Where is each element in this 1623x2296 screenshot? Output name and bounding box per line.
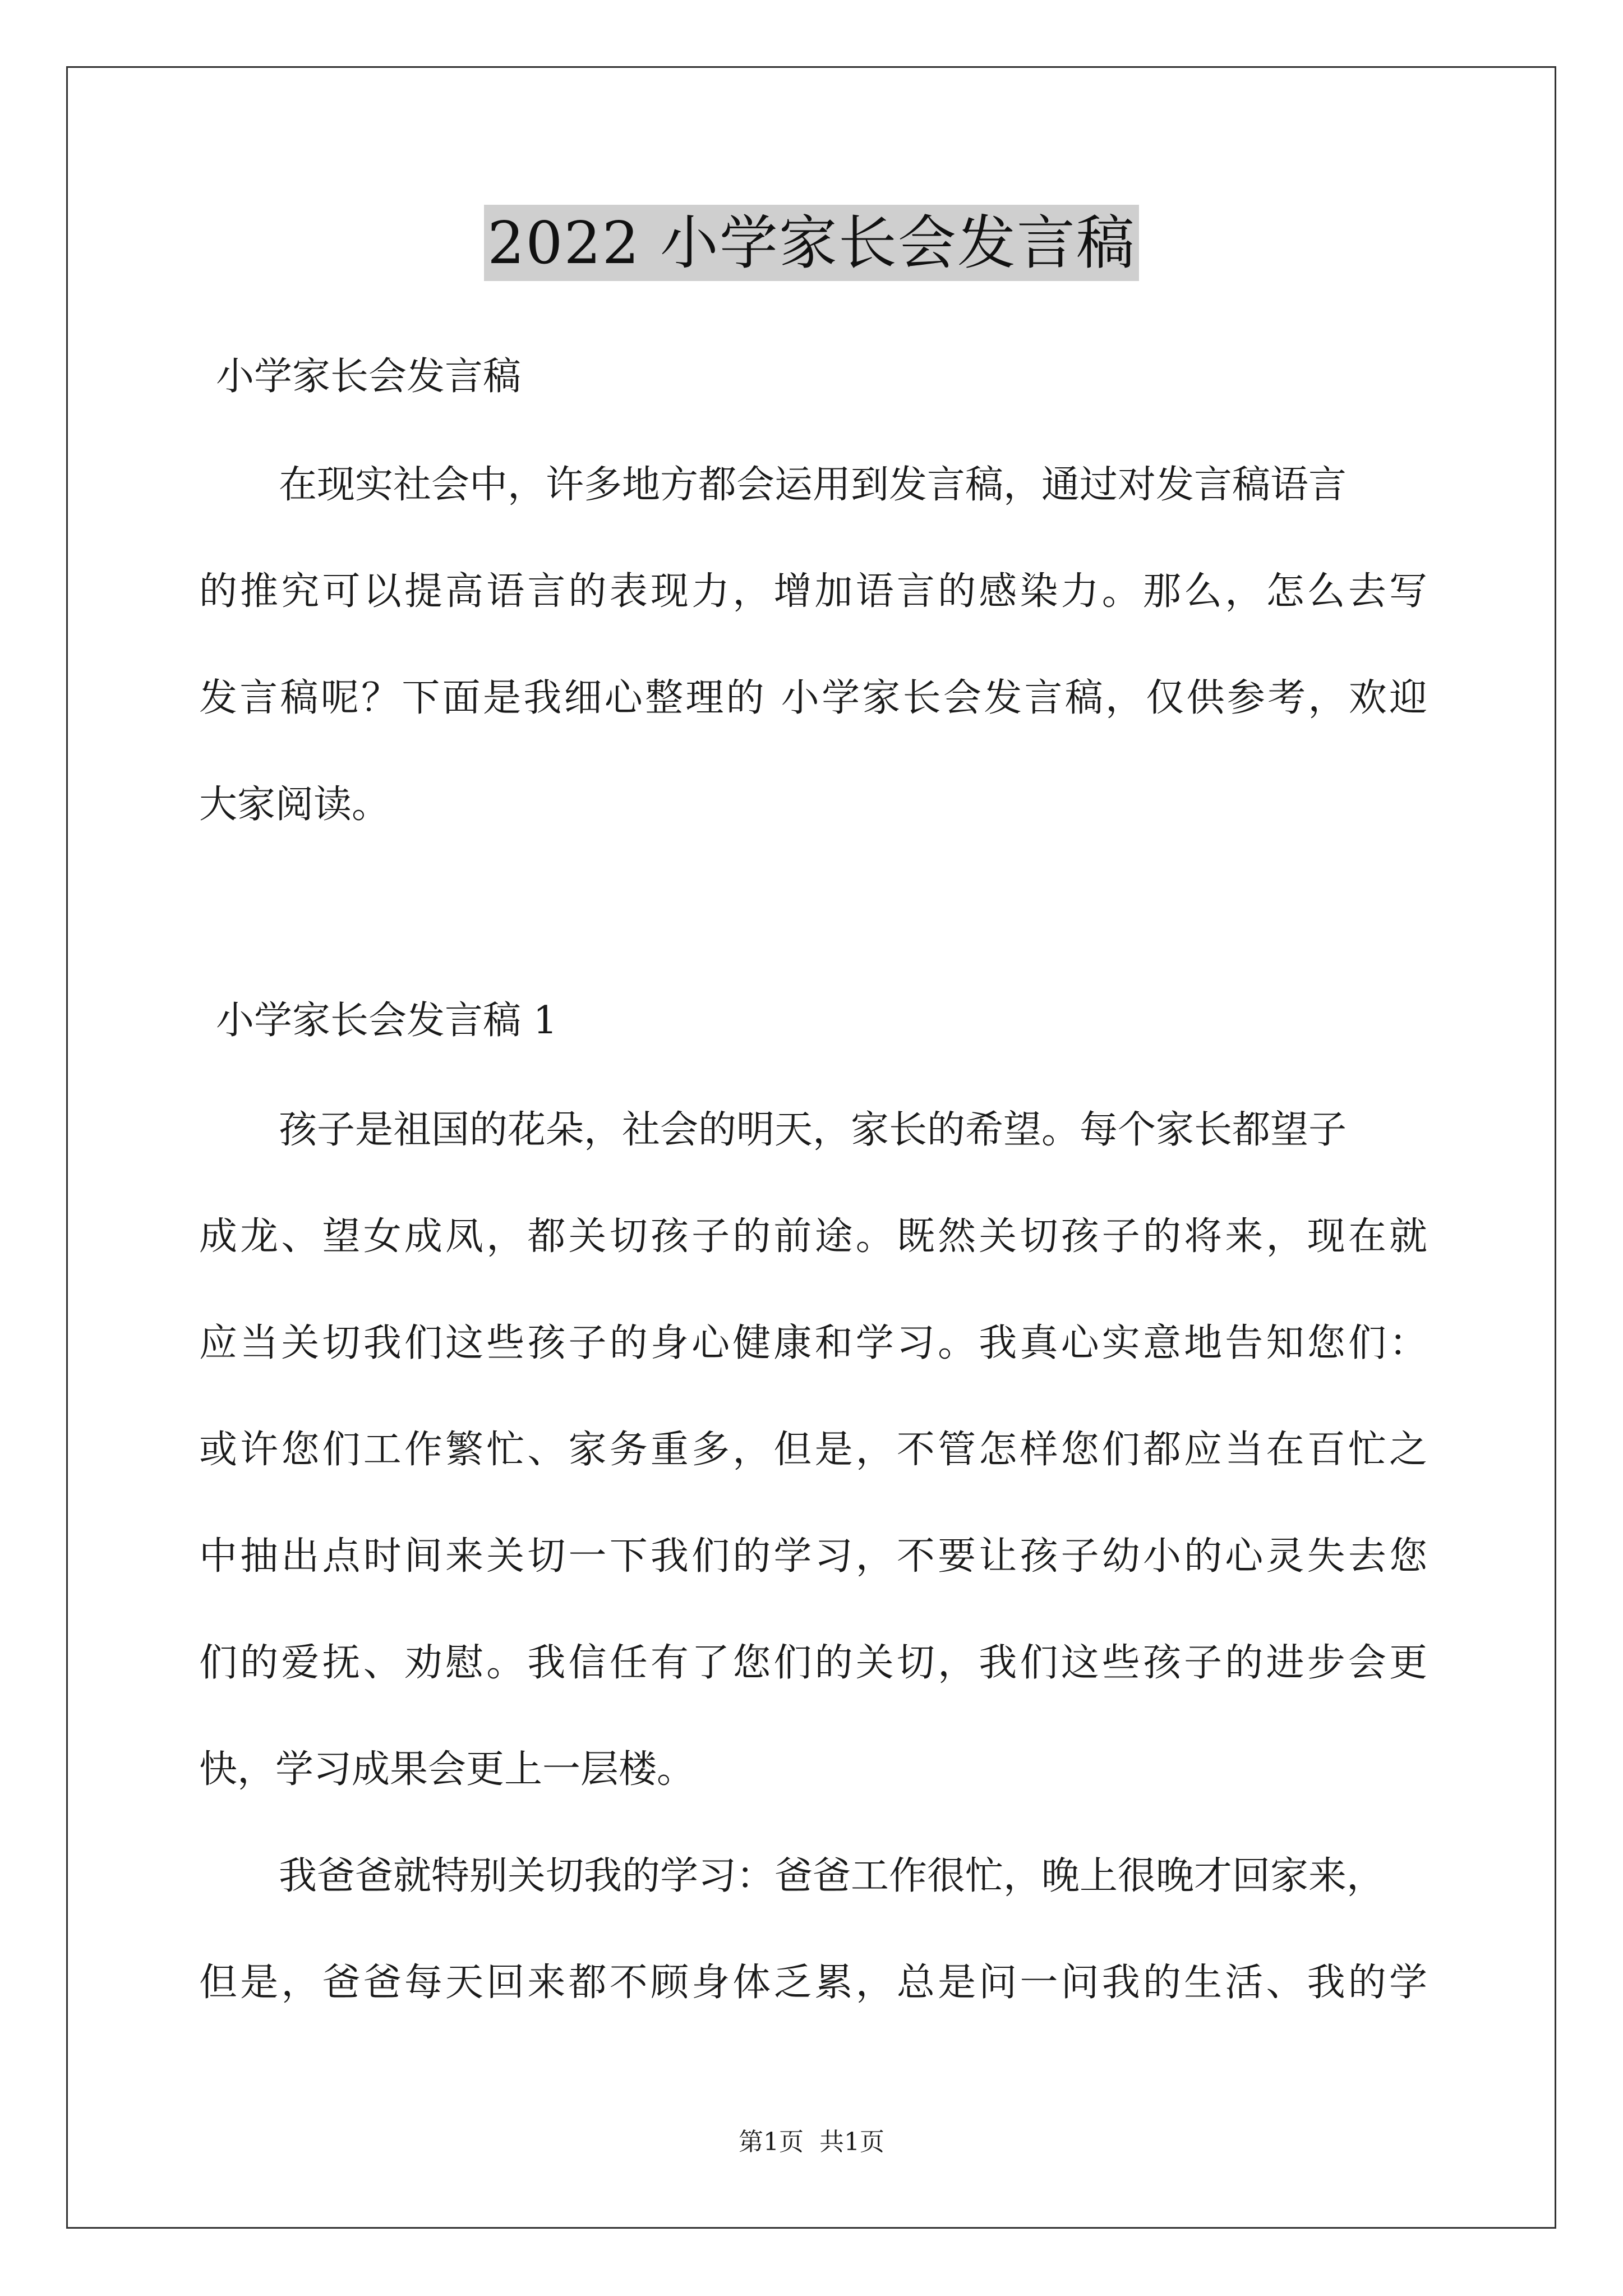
section1-para1-line: 中抽出点时间来关切一下我们的学习，不要让孩子幼小的心灵失去您	[199, 1534, 1427, 1579]
intro-line: 大家阅读。	[199, 783, 390, 827]
document-title: 2022 小学家长会发言稿	[484, 205, 1139, 281]
total-pages: 共1页	[819, 2128, 884, 2156]
title-container	[0, 205, 1623, 281]
section1-para1-line: 应当关切我们这些孩子的身心健康和学习。我真心实意地告知您们：	[199, 1321, 1427, 1365]
section1-para1-line: 快，学习成果会更上一层楼。	[199, 1747, 695, 1792]
page-number: 第1页	[739, 2128, 804, 2156]
intro-line: 在现实社会中，许多地方都会运用到发言稿，通过对发言稿语言	[279, 463, 1347, 507]
section1-para1-line: 孩子是祖国的花朵，社会的明天，家长的希望。每个家长都望子	[279, 1108, 1347, 1152]
section1-para1-line: 成龙、望女成凤，都关切孩子的前途。既然关切孩子的将来，现在就	[199, 1214, 1427, 1259]
section1-heading: 小学家长会发言稿 1	[216, 999, 557, 1043]
section1-para2-line: 但是，爸爸每天回来都不顾身体乏累，总是问一问我的生活、我的学	[199, 1961, 1427, 2005]
section1-para1-line: 们的爱抚、劝慰。我信任有了您们的关切，我们这些孩子的进步会更	[199, 1641, 1427, 1685]
section1-para2-line: 我爸爸就特别关切我的学习：爸爸工作很忙，晚上很晚才回家来，	[279, 1854, 1385, 1898]
page-footer	[0, 2122, 1623, 2157]
intro-line: 的推究可以提高语言的表现力，增加语言的感染力。那么，怎么去写	[199, 569, 1427, 614]
intro-heading: 小学家长会发言稿	[216, 355, 522, 399]
intro-line: 发言稿呢？下面是我细心整理的 小学家长会发言稿，仅供参考，欢迎	[199, 676, 1427, 720]
section1-para1-line: 或许您们工作繁忙、家务重多，但是，不管怎样您们都应当在百忙之	[199, 1428, 1427, 1472]
